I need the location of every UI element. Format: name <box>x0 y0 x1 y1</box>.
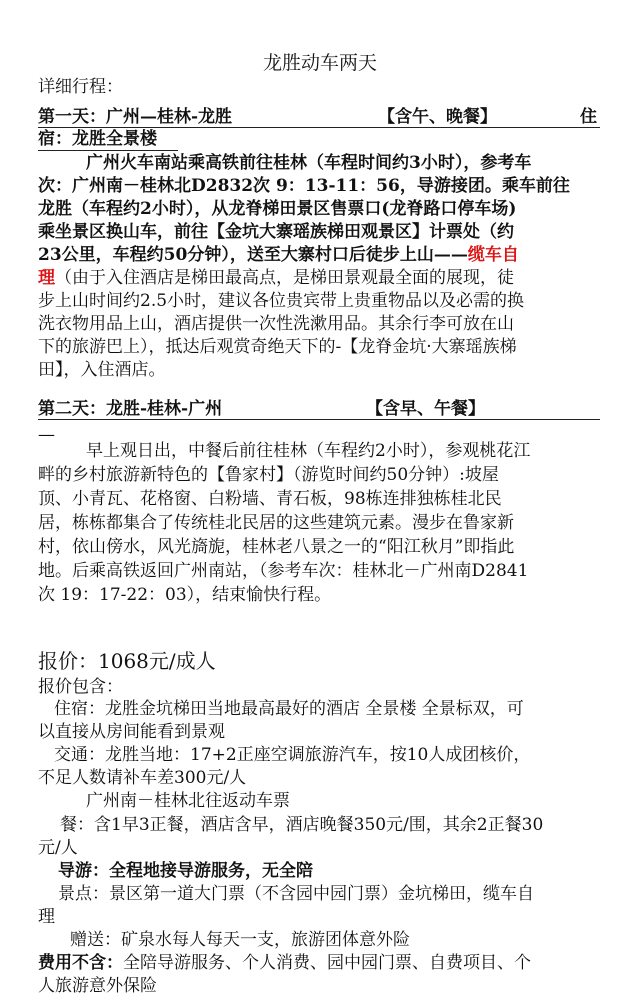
day1-line-6: 理（由于入住酒店是梯田最高点，是梯田景观最全面的展现，徒 <box>38 268 514 288</box>
day2-line-6: 地。后乘高铁返回广州南站，（参考车次：桂林北－广州南D2841 <box>38 561 529 581</box>
exclusions-label: 费用不含： <box>38 953 123 973</box>
price-includes-label: 报价包含： <box>38 677 123 697</box>
include-sights-2: 理 <box>38 907 55 927</box>
day2-meals: 【含早、午餐】 <box>366 399 485 419</box>
include-lodging-1: 住宿：龙胜金坑梯田当地最高最好的酒店 全景楼 全景标双，可 <box>54 699 524 719</box>
document-title: 龙胜动车两天 <box>262 52 377 74</box>
include-sights-1: 景点：景区第一道大门票（不含园中园门票）金坑梯田，缆车自 <box>58 884 534 904</box>
day2-line-1: 早上观日出，中餐后前往桂林（车程约2小时），参观桃花江 <box>86 441 531 461</box>
include-transport-2: 不足人数请补车差300元/人 <box>38 768 247 788</box>
day1-line-1: 广州火车南站乘高铁前往桂林（车程时间约3小时），参考车 <box>86 153 532 173</box>
exclusions-value: 全陪导游服务、个人消费、园中园门票、自费项目、个 <box>123 953 531 973</box>
day1-line-4: 乘坐景区换山车，前往【金坑大寨瑶族梯田观景区】计票处（约 <box>38 222 514 242</box>
cable-car-note: 缆车自 <box>467 245 519 265</box>
day1-line-7: 步上山时间约2.5小时，建议各位贵宾带上贵重物品以及必需的换 <box>38 291 525 311</box>
day2-line-4: 居，栋栋都集合了传统桂北民居的这些建筑元素。漫步在鲁家新 <box>38 513 514 533</box>
day1-stay-label: 住 <box>580 107 597 127</box>
day1-line-2: 次：广州南－桂林北D2832次 9：13-11：56，导游接团。乘车前往 <box>38 176 570 196</box>
day2-line-5: 村，依山傍水，风光旖旎，桂林老八景之一的“阳江秋月”即指此 <box>38 537 515 557</box>
day1-line-10: 田】，入住酒店。 <box>38 360 166 380</box>
include-meals-1: 餐：含1早3正餐，酒店含早，酒店晚餐350元/围，其余2正餐30 <box>60 815 544 835</box>
include-train: 广州南－桂林北往返动车票 <box>86 791 290 811</box>
exclusions-row <box>38 952 531 974</box>
include-lodging-2: 以直接从房间能看到景观 <box>38 722 225 742</box>
day2-line-2: 畔的乡村旅游新特色的【鲁家村】（游览时间约50分钟）:坡屋 <box>38 465 499 485</box>
day2-dash: — <box>38 425 55 445</box>
price-value: 1068元/成人 <box>98 649 216 673</box>
day1-stay-underline <box>38 150 178 151</box>
exclusions-value-cont: 人旅游意外保险 <box>38 976 157 996</box>
guide-label: 导游： <box>58 861 109 881</box>
price-row <box>38 650 216 672</box>
day2-line-7: 次 19：17-22：03），结束愉快行程。 <box>38 585 332 605</box>
include-guide <box>58 860 313 882</box>
include-meals-2: 元/人 <box>38 838 78 858</box>
include-transport-1: 交通：龙胜当地：17+2正座空调旅游汽车，按10人成团核价， <box>54 745 531 765</box>
guide-value: 全程地接导游服务，无全陪 <box>109 861 313 881</box>
include-gift: 赠送：矿泉水每人每天一支，旅游团体意外险 <box>70 930 410 950</box>
day1-meals: 【含午、晚餐】 <box>378 107 497 127</box>
day1-line-3: 龙胜（车程约2小时），从龙脊梯田景区售票口(龙脊路口停车场) <box>38 199 517 219</box>
day1-stay: 宿：龙胜全景楼 <box>38 129 157 149</box>
price-label: 报价： <box>38 649 98 673</box>
day1-line-5: 23公里，车程约50分钟），送至大寨村口后徒步上山——缆车自 <box>38 245 519 265</box>
day2-route: 第二天：龙胜-桂林-广州 <box>38 399 223 419</box>
day1-route: 第一天：广州—桂林-龙胜 <box>38 107 233 127</box>
day1-line-8: 洗衣物用品上山，酒店提供一次性洗漱用品。其余行李可放在山 <box>38 314 514 334</box>
cable-car-note-cont: 理 <box>38 268 55 288</box>
day2-header-underline <box>38 419 600 420</box>
day2-line-3: 顶、小青瓦、花格窗、白粉墙、青石板，98栋连排独栋桂北民 <box>38 489 502 509</box>
day1-line-9: 下的旅游巴上），抵达后观赏奇绝天下的-【龙脊金坑·大寨瑶族梯 <box>38 337 517 357</box>
intro-label: 详细行程： <box>38 77 123 97</box>
